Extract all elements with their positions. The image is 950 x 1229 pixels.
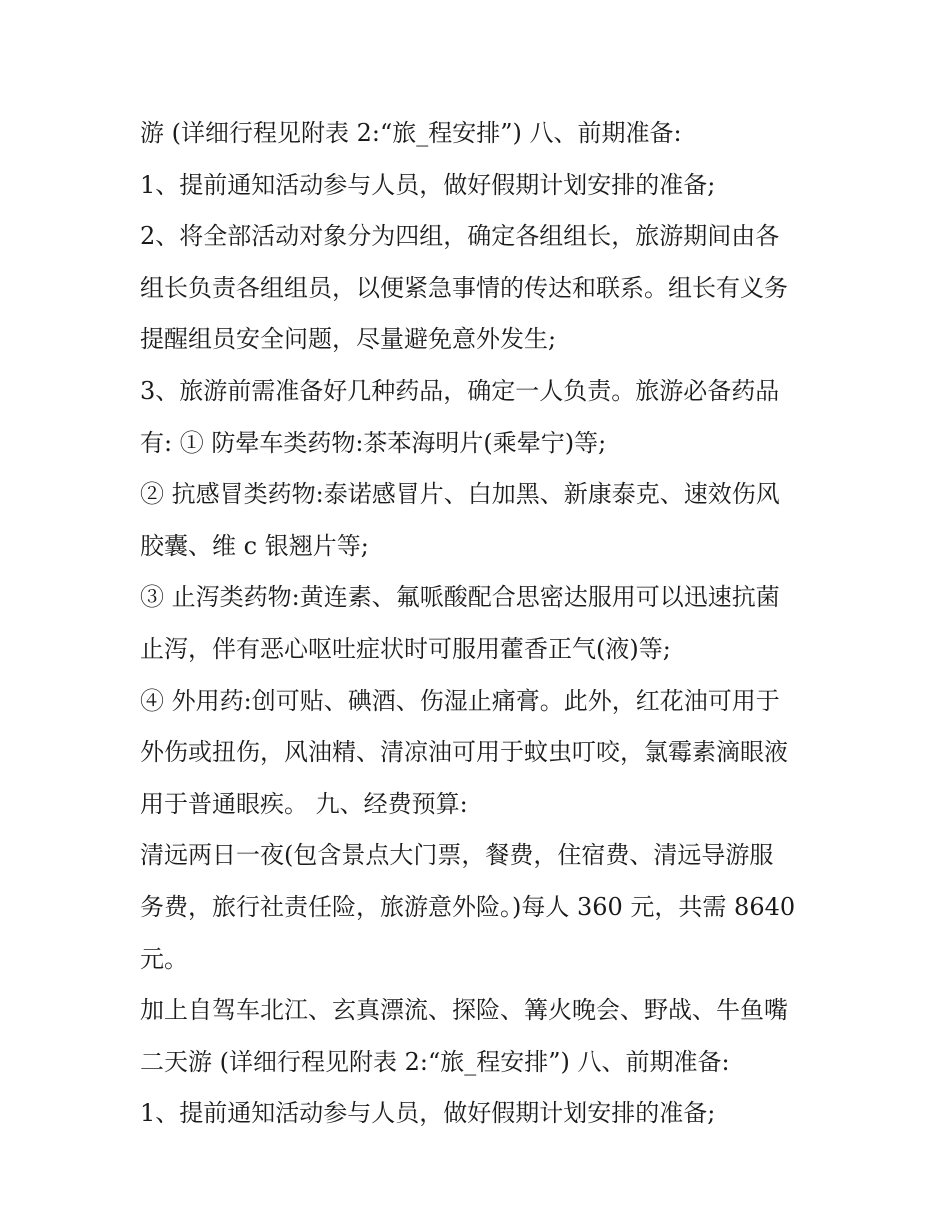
text-line: 组长负责各组组员，以便紧急事情的传达和联系。组长有义务 [140,273,788,302]
text-line: 1、提前通知活动参与人员，做好假期计划安排的准备; [140,1099,716,1128]
text-line: ② 抗感冒类药物:泰诺感冒片、白加黑、新康泰克、速效伤风 [140,480,780,509]
text-line: 有: ① 防晕车类药物:茶苯海明片(乘晕宁)等; [140,428,607,457]
text-line: 胶囊、维 c 银翘片等; [140,531,369,560]
text-line: 1、提前通知活动参与人员，做好假期计划安排的准备; [140,170,716,199]
text-line: 2、将全部活动对象分为四组，确定各组组长，旅游期间由各 [140,222,780,251]
text-line: 止泻，伴有恶心呕吐症状时可服用藿香正气(液)等; [140,634,671,663]
text-line: 用于普通眼疾。 九、经费预算: [140,789,468,818]
text-line: 外伤或扭伤，风油精、清凉油可用于蚊虫叮咬，氯霉素滴眼液 [140,738,788,767]
text-line: 加上自驾车北江、玄真漂流、探险、篝火晚会、野战、牛鱼嘴 [140,996,788,1025]
text-line: ④ 外用药:创可贴、碘酒、伤湿止痛膏。此外，红花油可用于 [140,686,780,715]
text-line: 二天游 (详细行程见附表 2:“旅_程安排”) 八、前期准备: [140,1047,730,1076]
text-line: ③ 止泻类药物:黄连素、氟哌酸配合思密达服用可以迅速抗菌 [140,583,780,612]
text-line: 3、旅游前需准备好几种药品，确定一人负责。旅游必备药品 [140,376,780,405]
text-line: 务费，旅行社责任险，旅游意外险。)每人 360 元，共需 8640 [140,892,796,921]
document-body [140,108,820,1140]
text-line: 清远两日一夜(包含景点大门票，餐费，住宿费、清远导游服 [140,841,774,870]
text-line: 游 (详细行程见附表 2:“旅_程安排”) 八、前期准备: [140,119,682,147]
text-line: 提醒组员安全问题，尽量避免意外发生; [140,325,557,354]
text-line: 元。 [140,944,188,973]
